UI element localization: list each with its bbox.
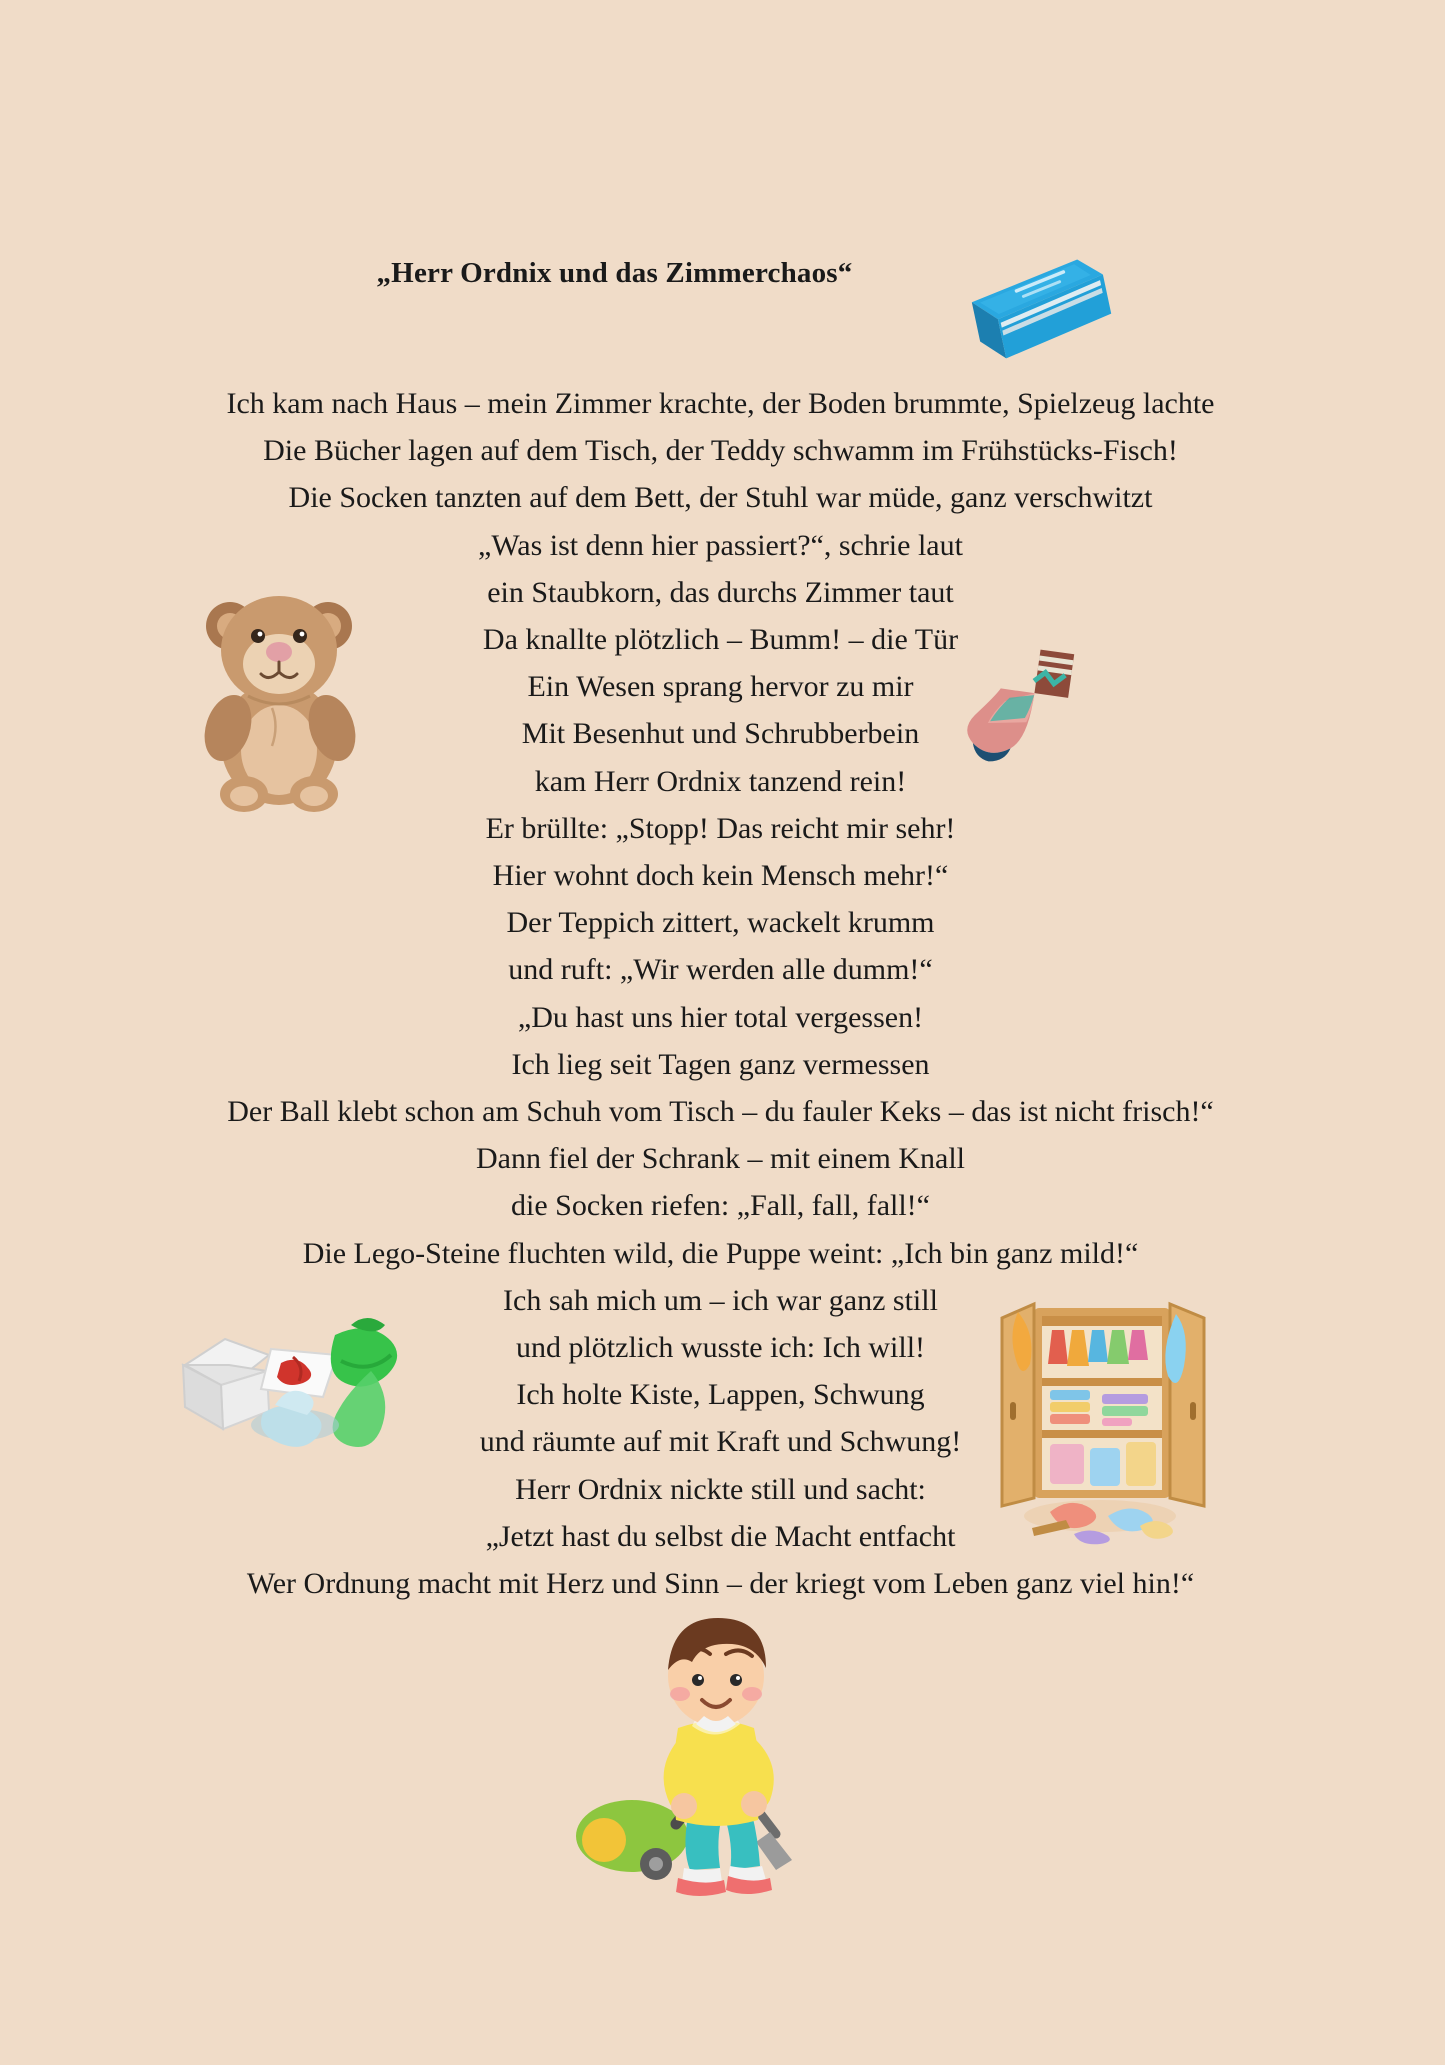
poem-line: Herr Ordnix nickte still und sacht: <box>515 1472 926 1506</box>
blue-book-illustration <box>960 258 1125 373</box>
poem-line: Wer Ordnung macht mit Herz und Sinn – der kriegt vom Leben ganz viel hin!“ <box>246 1567 1195 1601</box>
poem-line: Er brüllte: „Stopp! Das reicht mir sehr! <box>485 811 956 845</box>
poem-line: Ein Wesen sprang hervor zu mir <box>527 670 914 704</box>
poem-line: und ruft: „Wir werden alle dumm!“ <box>508 953 933 987</box>
poem-line: Ich holte Kiste, Lappen, Schwung <box>516 1378 925 1412</box>
poem-line: Der Teppich zittert, wackelt krumm <box>506 906 935 940</box>
poem-line: „Du hast uns hier total vergessen! <box>517 1000 924 1034</box>
poem-line: Der Ball klebt schon am Schuh vom Tisch – du fauler Keks – das ist nicht frisch!“ <box>227 1095 1214 1129</box>
poem-line: und plötzlich wusste ich: Ich will! <box>515 1331 926 1365</box>
boy-vacuuming-illustration <box>560 1600 860 1910</box>
poem-line: Ich sah mich um – ich war ganz still <box>503 1283 938 1317</box>
poem-line: kam Herr Ordnix tanzend rein! <box>534 764 907 798</box>
poem-line: Da knallte plötzlich – Bumm! – die Tür <box>482 623 959 657</box>
poem-line: die Socken riefen: „Fall, fall, fall!“ <box>511 1189 930 1223</box>
wardrobe-illustration <box>990 1290 1220 1550</box>
sock-illustration <box>958 640 1093 780</box>
poem-line: Die Bücher lagen auf dem Tisch, der Teddy schwamm im Frühstücks-Fisch! <box>263 434 1178 468</box>
poem-line: Dann fiel der Schrank – mit einem Knall <box>475 1142 966 1176</box>
cleaning-supplies-illustration <box>175 1305 420 1460</box>
poem-line: „Jetzt hast du selbst die Macht entfacht <box>485 1519 956 1553</box>
teddy-bear-illustration <box>182 578 377 813</box>
poem-line: Ich kam nach Haus – mein Zimmer krachte, der Boden brummte, Spielzeug lachte <box>226 387 1215 420</box>
page-title: „Herr Ordnix und das Zimmerchaos“ <box>376 257 853 290</box>
poem-line: Ich lieg seit Tagen ganz vermessen <box>511 1047 930 1081</box>
poem-line: ein Staubkorn, das durchs Zimmer taut <box>487 575 954 609</box>
poem-line: Hier wohnt doch kein Mensch mehr!“ <box>492 859 949 893</box>
poem-line: Die Socken tanzten auf dem Bett, der Stuhl war müde, ganz verschwitzt <box>288 481 1153 515</box>
poem-line: und räumte auf mit Kraft und Schwung! <box>479 1425 962 1459</box>
poem-line: „Was ist denn hier passiert?“, schrie laut <box>478 528 963 562</box>
poem-line: Die Lego-Steine fluchten wild, die Puppe weint: „Ich bin ganz mild!“ <box>302 1236 1139 1270</box>
poem-line: Mit Besenhut und Schrubberbein <box>521 717 920 751</box>
